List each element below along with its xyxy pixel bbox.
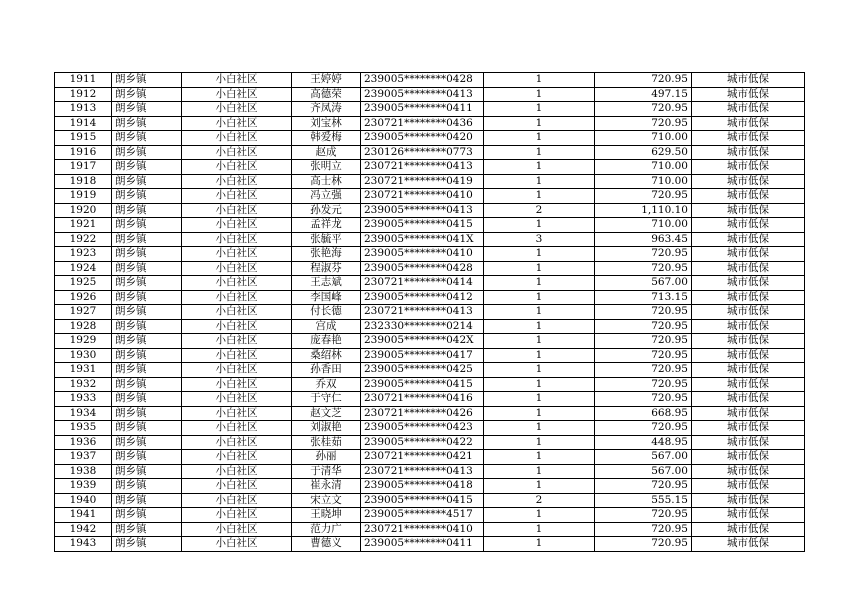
assistance-type-cell: 城市低保 — [692, 73, 805, 88]
table-row — [55, 174, 805, 189]
town-cell: 朗乡镇 — [112, 334, 182, 349]
table-row — [55, 334, 805, 349]
assistance-type-cell: 城市低保 — [692, 392, 805, 407]
name-cell: 赵成 — [292, 145, 361, 160]
community-cell: 小白社区 — [182, 406, 292, 421]
household-count-cell: 3 — [484, 232, 595, 247]
id-number-cell: 230721********0426 — [361, 406, 484, 421]
table-row — [55, 319, 805, 334]
name-cell: 王婷婷 — [292, 73, 361, 88]
amount-cell: 720.95 — [595, 305, 692, 320]
assistance-type-cell: 城市低保 — [692, 522, 805, 537]
table-row — [55, 392, 805, 407]
community-cell: 小白社区 — [182, 377, 292, 392]
id-number-cell: 239005********0411 — [361, 102, 484, 117]
row-number: 1931 — [55, 363, 112, 378]
community-cell: 小白社区 — [182, 232, 292, 247]
town-cell: 朗乡镇 — [112, 377, 182, 392]
amount-cell: 710.00 — [595, 160, 692, 175]
amount-cell: 567.00 — [595, 276, 692, 291]
community-cell: 小白社区 — [182, 290, 292, 305]
table-row — [55, 102, 805, 117]
household-count-cell: 1 — [484, 508, 595, 523]
id-number-cell: 239005********0412 — [361, 290, 484, 305]
assistance-type-cell: 城市低保 — [692, 479, 805, 494]
row-number: 1932 — [55, 377, 112, 392]
id-number-cell: 230721********0414 — [361, 276, 484, 291]
amount-cell: 720.95 — [595, 261, 692, 276]
table-row — [55, 305, 805, 320]
table-row — [55, 508, 805, 523]
assistance-type-cell: 城市低保 — [692, 508, 805, 523]
id-number-cell: 230721********0413 — [361, 160, 484, 175]
id-number-cell: 230721********0436 — [361, 116, 484, 131]
town-cell: 朗乡镇 — [112, 276, 182, 291]
table-row — [55, 189, 805, 204]
town-cell: 朗乡镇 — [112, 145, 182, 160]
community-cell: 小白社区 — [182, 450, 292, 465]
assistance-type-cell: 城市低保 — [692, 421, 805, 436]
name-cell: 宫成 — [292, 319, 361, 334]
amount-cell: 720.95 — [595, 508, 692, 523]
assistance-type-cell: 城市低保 — [692, 537, 805, 552]
name-cell: 孙香田 — [292, 363, 361, 378]
table-row — [55, 276, 805, 291]
name-cell: 孟祥龙 — [292, 218, 361, 233]
name-cell: 刘宝林 — [292, 116, 361, 131]
id-number-cell: 232330********0214 — [361, 319, 484, 334]
assistance-type-cell: 城市低保 — [692, 450, 805, 465]
row-number: 1913 — [55, 102, 112, 117]
amount-cell: 497.15 — [595, 87, 692, 102]
household-count-cell: 1 — [484, 319, 595, 334]
town-cell: 朗乡镇 — [112, 479, 182, 494]
household-count-cell: 1 — [484, 377, 595, 392]
household-count-cell: 1 — [484, 218, 595, 233]
assistance-type-cell: 城市低保 — [692, 102, 805, 117]
assistance-type-cell: 城市低保 — [692, 145, 805, 160]
row-number: 1928 — [55, 319, 112, 334]
row-number: 1933 — [55, 392, 112, 407]
town-cell: 朗乡镇 — [112, 406, 182, 421]
table-body — [55, 73, 805, 552]
name-cell: 冯立强 — [292, 189, 361, 204]
name-cell: 付长德 — [292, 305, 361, 320]
row-number: 1937 — [55, 450, 112, 465]
id-number-cell: 239005********0418 — [361, 479, 484, 494]
name-cell: 庞春艳 — [292, 334, 361, 349]
household-count-cell: 1 — [484, 537, 595, 552]
household-count-cell: 1 — [484, 290, 595, 305]
community-cell: 小白社区 — [182, 73, 292, 88]
amount-cell: 668.95 — [595, 406, 692, 421]
assistance-type-cell: 城市低保 — [692, 334, 805, 349]
community-cell: 小白社区 — [182, 116, 292, 131]
amount-cell: 720.95 — [595, 348, 692, 363]
amount-cell: 720.95 — [595, 421, 692, 436]
household-count-cell: 1 — [484, 406, 595, 421]
table-row — [55, 348, 805, 363]
household-count-cell: 1 — [484, 464, 595, 479]
table-row — [55, 464, 805, 479]
community-cell: 小白社区 — [182, 348, 292, 363]
name-cell: 乔双 — [292, 377, 361, 392]
assistance-type-cell: 城市低保 — [692, 363, 805, 378]
amount-cell: 713.15 — [595, 290, 692, 305]
community-cell: 小白社区 — [182, 522, 292, 537]
row-number: 1942 — [55, 522, 112, 537]
row-number: 1938 — [55, 464, 112, 479]
town-cell: 朗乡镇 — [112, 319, 182, 334]
amount-cell: 720.95 — [595, 116, 692, 131]
town-cell: 朗乡镇 — [112, 464, 182, 479]
household-count-cell: 1 — [484, 522, 595, 537]
table-row — [55, 116, 805, 131]
community-cell: 小白社区 — [182, 145, 292, 160]
amount-cell: 720.95 — [595, 363, 692, 378]
amount-cell: 720.95 — [595, 319, 692, 334]
household-count-cell: 1 — [484, 174, 595, 189]
row-number: 1924 — [55, 261, 112, 276]
town-cell: 朗乡镇 — [112, 450, 182, 465]
id-number-cell: 239005********0423 — [361, 421, 484, 436]
row-number: 1911 — [55, 73, 112, 88]
name-cell: 曹德义 — [292, 537, 361, 552]
assistance-type-cell: 城市低保 — [692, 464, 805, 479]
town-cell: 朗乡镇 — [112, 305, 182, 320]
name-cell: 高德荣 — [292, 87, 361, 102]
id-number-cell: 230721********0421 — [361, 450, 484, 465]
amount-cell: 720.95 — [595, 247, 692, 262]
id-number-cell: 239005********0415 — [361, 218, 484, 233]
name-cell: 高士林 — [292, 174, 361, 189]
name-cell: 王志斌 — [292, 276, 361, 291]
town-cell: 朗乡镇 — [112, 363, 182, 378]
community-cell: 小白社区 — [182, 508, 292, 523]
household-count-cell: 1 — [484, 261, 595, 276]
name-cell: 范力广 — [292, 522, 361, 537]
household-count-cell: 1 — [484, 145, 595, 160]
household-count-cell: 1 — [484, 392, 595, 407]
id-number-cell: 239005********0417 — [361, 348, 484, 363]
community-cell: 小白社区 — [182, 319, 292, 334]
town-cell: 朗乡镇 — [112, 392, 182, 407]
household-count-cell: 1 — [484, 421, 595, 436]
table-row — [55, 377, 805, 392]
community-cell: 小白社区 — [182, 305, 292, 320]
table-row — [55, 160, 805, 175]
assistance-type-cell: 城市低保 — [692, 232, 805, 247]
row-number: 1914 — [55, 116, 112, 131]
row-number: 1934 — [55, 406, 112, 421]
name-cell: 孙发元 — [292, 203, 361, 218]
community-cell: 小白社区 — [182, 435, 292, 450]
household-count-cell: 1 — [484, 131, 595, 146]
household-count-cell: 1 — [484, 305, 595, 320]
table-row — [55, 421, 805, 436]
row-number: 1941 — [55, 508, 112, 523]
table-row — [55, 537, 805, 552]
amount-cell: 720.95 — [595, 537, 692, 552]
id-number-cell: 239005********0425 — [361, 363, 484, 378]
household-count-cell: 1 — [484, 363, 595, 378]
table-row — [55, 493, 805, 508]
table-row — [55, 522, 805, 537]
name-cell: 宋立文 — [292, 493, 361, 508]
community-cell: 小白社区 — [182, 421, 292, 436]
assistance-type-cell: 城市低保 — [692, 348, 805, 363]
community-cell: 小白社区 — [182, 203, 292, 218]
amount-cell: 720.95 — [595, 392, 692, 407]
amount-cell: 720.95 — [595, 522, 692, 537]
amount-cell: 1,110.10 — [595, 203, 692, 218]
amount-cell: 720.95 — [595, 377, 692, 392]
town-cell: 朗乡镇 — [112, 522, 182, 537]
id-number-cell: 239005********0420 — [361, 131, 484, 146]
name-cell: 桑绍林 — [292, 348, 361, 363]
community-cell: 小白社区 — [182, 247, 292, 262]
row-number: 1943 — [55, 537, 112, 552]
community-cell: 小白社区 — [182, 363, 292, 378]
name-cell: 李国峰 — [292, 290, 361, 305]
community-cell: 小白社区 — [182, 218, 292, 233]
row-number: 1922 — [55, 232, 112, 247]
assistance-type-cell: 城市低保 — [692, 290, 805, 305]
community-cell: 小白社区 — [182, 479, 292, 494]
amount-cell: 448.95 — [595, 435, 692, 450]
assistance-type-cell: 城市低保 — [692, 435, 805, 450]
id-number-cell: 239005********0413 — [361, 203, 484, 218]
town-cell: 朗乡镇 — [112, 421, 182, 436]
community-cell: 小白社区 — [182, 131, 292, 146]
assistance-type-cell: 城市低保 — [692, 406, 805, 421]
household-count-cell: 1 — [484, 87, 595, 102]
household-count-cell: 1 — [484, 479, 595, 494]
table-row — [55, 363, 805, 378]
assistance-type-cell: 城市低保 — [692, 247, 805, 262]
household-count-cell: 1 — [484, 435, 595, 450]
row-number: 1935 — [55, 421, 112, 436]
recipient-table — [54, 72, 805, 552]
row-number: 1919 — [55, 189, 112, 204]
household-count-cell: 1 — [484, 450, 595, 465]
row-number: 1939 — [55, 479, 112, 494]
household-count-cell: 1 — [484, 348, 595, 363]
id-number-cell: 239005********0415 — [361, 377, 484, 392]
assistance-type-cell: 城市低保 — [692, 305, 805, 320]
assistance-type-cell: 城市低保 — [692, 276, 805, 291]
table-row — [55, 73, 805, 88]
row-number: 1940 — [55, 493, 112, 508]
assistance-type-cell: 城市低保 — [692, 116, 805, 131]
assistance-type-cell: 城市低保 — [692, 261, 805, 276]
name-cell: 程淑芬 — [292, 261, 361, 276]
id-number-cell: 239005********041X — [361, 232, 484, 247]
town-cell: 朗乡镇 — [112, 73, 182, 88]
community-cell: 小白社区 — [182, 261, 292, 276]
row-number: 1921 — [55, 218, 112, 233]
amount-cell: 720.95 — [595, 189, 692, 204]
town-cell: 朗乡镇 — [112, 247, 182, 262]
row-number: 1917 — [55, 160, 112, 175]
assistance-type-cell: 城市低保 — [692, 203, 805, 218]
name-cell: 刘淑艳 — [292, 421, 361, 436]
assistance-type-cell: 城市低保 — [692, 87, 805, 102]
town-cell: 朗乡镇 — [112, 160, 182, 175]
row-number: 1936 — [55, 435, 112, 450]
town-cell: 朗乡镇 — [112, 537, 182, 552]
id-number-cell: 230721********0419 — [361, 174, 484, 189]
row-number: 1918 — [55, 174, 112, 189]
assistance-type-cell: 城市低保 — [692, 189, 805, 204]
community-cell: 小白社区 — [182, 174, 292, 189]
town-cell: 朗乡镇 — [112, 435, 182, 450]
name-cell: 张毓平 — [292, 232, 361, 247]
town-cell: 朗乡镇 — [112, 87, 182, 102]
name-cell: 孙丽 — [292, 450, 361, 465]
amount-cell: 567.00 — [595, 464, 692, 479]
name-cell: 张艳海 — [292, 247, 361, 262]
assistance-type-cell: 城市低保 — [692, 131, 805, 146]
amount-cell: 720.95 — [595, 73, 692, 88]
community-cell: 小白社区 — [182, 160, 292, 175]
assistance-type-cell: 城市低保 — [692, 319, 805, 334]
town-cell: 朗乡镇 — [112, 116, 182, 131]
row-number: 1925 — [55, 276, 112, 291]
household-count-cell: 1 — [484, 247, 595, 262]
table-row — [55, 290, 805, 305]
table-row — [55, 435, 805, 450]
row-number: 1929 — [55, 334, 112, 349]
amount-cell: 720.95 — [595, 334, 692, 349]
household-count-cell: 1 — [484, 160, 595, 175]
community-cell: 小白社区 — [182, 276, 292, 291]
amount-cell: 567.00 — [595, 450, 692, 465]
name-cell: 张明立 — [292, 160, 361, 175]
id-number-cell: 230721********0410 — [361, 522, 484, 537]
amount-cell: 710.00 — [595, 218, 692, 233]
amount-cell: 629.50 — [595, 145, 692, 160]
household-count-cell: 1 — [484, 116, 595, 131]
amount-cell: 710.00 — [595, 131, 692, 146]
name-cell: 赵文芝 — [292, 406, 361, 421]
table-row — [55, 131, 805, 146]
name-cell: 齐凤涛 — [292, 102, 361, 117]
community-cell: 小白社区 — [182, 493, 292, 508]
row-number: 1930 — [55, 348, 112, 363]
id-number-cell: 239005********4517 — [361, 508, 484, 523]
community-cell: 小白社区 — [182, 537, 292, 552]
household-count-cell: 1 — [484, 276, 595, 291]
assistance-type-cell: 城市低保 — [692, 174, 805, 189]
name-cell: 王晓坤 — [292, 508, 361, 523]
assistance-type-cell: 城市低保 — [692, 377, 805, 392]
town-cell: 朗乡镇 — [112, 232, 182, 247]
town-cell: 朗乡镇 — [112, 218, 182, 233]
community-cell: 小白社区 — [182, 87, 292, 102]
table-row — [55, 450, 805, 465]
id-number-cell: 239005********0413 — [361, 87, 484, 102]
id-number-cell: 239005********0415 — [361, 493, 484, 508]
row-number: 1926 — [55, 290, 112, 305]
community-cell: 小白社区 — [182, 334, 292, 349]
town-cell: 朗乡镇 — [112, 508, 182, 523]
table-row — [55, 479, 805, 494]
town-cell: 朗乡镇 — [112, 493, 182, 508]
assistance-type-cell: 城市低保 — [692, 218, 805, 233]
name-cell: 于清华 — [292, 464, 361, 479]
table-row — [55, 261, 805, 276]
id-number-cell: 239005********0411 — [361, 537, 484, 552]
id-number-cell: 239005********0410 — [361, 247, 484, 262]
town-cell: 朗乡镇 — [112, 290, 182, 305]
assistance-type-cell: 城市低保 — [692, 493, 805, 508]
amount-cell: 710.00 — [595, 174, 692, 189]
name-cell: 崔永清 — [292, 479, 361, 494]
row-number: 1912 — [55, 87, 112, 102]
household-count-cell: 1 — [484, 73, 595, 88]
row-number: 1916 — [55, 145, 112, 160]
town-cell: 朗乡镇 — [112, 261, 182, 276]
id-number-cell: 230721********0413 — [361, 464, 484, 479]
name-cell: 张桂茹 — [292, 435, 361, 450]
row-number: 1923 — [55, 247, 112, 262]
table-row — [55, 218, 805, 233]
row-number: 1915 — [55, 131, 112, 146]
id-number-cell: 230721********0413 — [361, 305, 484, 320]
id-number-cell: 239005********042X — [361, 334, 484, 349]
household-count-cell: 2 — [484, 493, 595, 508]
id-number-cell: 239005********0422 — [361, 435, 484, 450]
id-number-cell: 239005********0428 — [361, 261, 484, 276]
amount-cell: 720.95 — [595, 479, 692, 494]
community-cell: 小白社区 — [182, 189, 292, 204]
household-count-cell: 2 — [484, 203, 595, 218]
community-cell: 小白社区 — [182, 102, 292, 117]
household-count-cell: 1 — [484, 102, 595, 117]
id-number-cell: 230721********0416 — [361, 392, 484, 407]
assistance-type-cell: 城市低保 — [692, 160, 805, 175]
id-number-cell: 230721********0410 — [361, 189, 484, 204]
household-count-cell: 1 — [484, 189, 595, 204]
row-number: 1920 — [55, 203, 112, 218]
table-row — [55, 145, 805, 160]
town-cell: 朗乡镇 — [112, 348, 182, 363]
id-number-cell: 239005********0428 — [361, 73, 484, 88]
amount-cell: 720.95 — [595, 102, 692, 117]
town-cell: 朗乡镇 — [112, 189, 182, 204]
community-cell: 小白社区 — [182, 392, 292, 407]
town-cell: 朗乡镇 — [112, 131, 182, 146]
town-cell: 朗乡镇 — [112, 203, 182, 218]
amount-cell: 963.45 — [595, 232, 692, 247]
table-row — [55, 87, 805, 102]
id-number-cell: 230126********0773 — [361, 145, 484, 160]
table-row — [55, 232, 805, 247]
town-cell: 朗乡镇 — [112, 174, 182, 189]
amount-cell: 555.15 — [595, 493, 692, 508]
row-number: 1927 — [55, 305, 112, 320]
name-cell: 于守仁 — [292, 392, 361, 407]
table-row — [55, 247, 805, 262]
town-cell: 朗乡镇 — [112, 102, 182, 117]
table-row — [55, 406, 805, 421]
table-row — [55, 203, 805, 218]
community-cell: 小白社区 — [182, 464, 292, 479]
household-count-cell: 1 — [484, 334, 595, 349]
name-cell: 韩爱梅 — [292, 131, 361, 146]
